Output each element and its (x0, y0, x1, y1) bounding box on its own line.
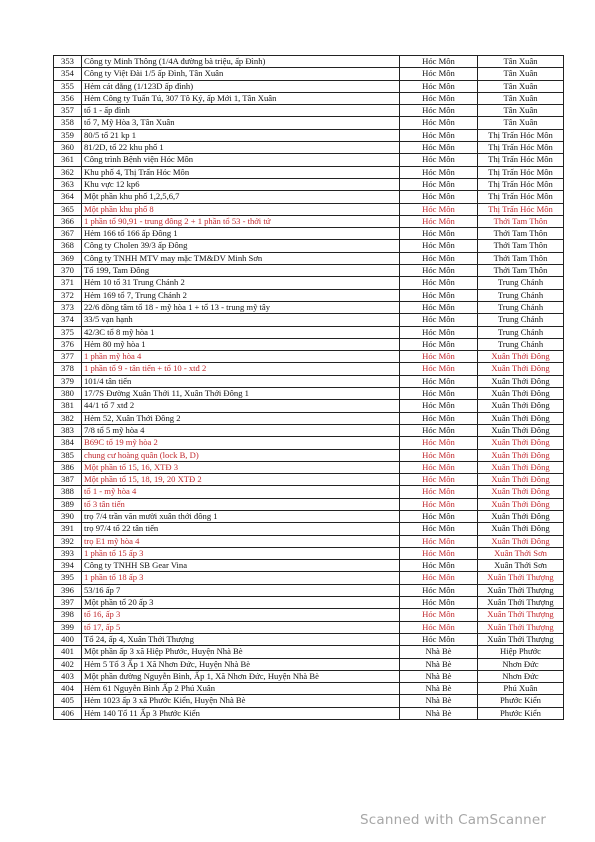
ward-cell: Tân Xuân (478, 80, 564, 92)
ward-cell: Thới Tam Thôn (478, 228, 564, 240)
row-number-cell: 403 (54, 670, 82, 682)
address-cell: Hẻm 5 Tổ 3 Ấp 1 Xã Nhơn Đức, Huyện Nhà Bè (82, 658, 400, 670)
row-number-cell: 368 (54, 240, 82, 252)
ward-cell: Tân Xuân (478, 68, 564, 80)
district-cell: Hóc Môn (400, 351, 478, 363)
table-row (54, 92, 564, 104)
table-row (54, 572, 564, 584)
address-cell: Công ty Cholen 39/3 ấp Đông (82, 240, 400, 252)
row-number-cell: 362 (54, 166, 82, 178)
address-cell: Hẻm 10 tổ 31 Trung Chánh 2 (82, 277, 400, 289)
table-row (54, 142, 564, 154)
table-row (54, 437, 564, 449)
ward-cell: Xuân Thới Thượng (478, 621, 564, 633)
ward-cell: Thị Trấn Hóc Môn (478, 154, 564, 166)
table-row (54, 633, 564, 645)
address-cell: 7/8 tổ 5 mỹ hòa 4 (82, 424, 400, 436)
address-cell: Một phần khu phố 8 (82, 203, 400, 215)
ward-cell: Thới Tam Thôn (478, 215, 564, 227)
table-row (54, 547, 564, 559)
address-cell: 101/4 tân tiến (82, 375, 400, 387)
district-cell: Hóc Môn (400, 609, 478, 621)
row-number-cell: 388 (54, 486, 82, 498)
row-number-cell: 390 (54, 510, 82, 522)
ward-cell: Xuân Thới Đông (478, 449, 564, 461)
row-number-cell: 367 (54, 228, 82, 240)
ward-cell: Thị Trấn Hóc Môn (478, 129, 564, 141)
ward-cell: Xuân Thới Đông (478, 424, 564, 436)
row-number-cell: 399 (54, 621, 82, 633)
district-cell: Hóc Môn (400, 105, 478, 117)
district-cell: Hóc Môn (400, 621, 478, 633)
district-cell: Hóc Môn (400, 277, 478, 289)
table-row (54, 474, 564, 486)
district-cell: Nhà Bè (400, 646, 478, 658)
row-number-cell: 405 (54, 695, 82, 707)
district-cell: Hóc Môn (400, 68, 478, 80)
row-number-cell: 379 (54, 375, 82, 387)
district-cell: Nhà Bè (400, 683, 478, 695)
ward-cell: Xuân Thới Sơn (478, 547, 564, 559)
district-cell: Nhà Bè (400, 707, 478, 719)
district-cell: Hóc Môn (400, 240, 478, 252)
table-row (54, 683, 564, 695)
district-cell: Hóc Môn (400, 572, 478, 584)
district-cell: Hóc Môn (400, 388, 478, 400)
ward-cell: Xuân Thới Đông (478, 400, 564, 412)
ward-cell: Xuân Thới Thượng (478, 584, 564, 596)
ward-cell: Thị Trấn Hóc Môn (478, 203, 564, 215)
ward-cell: Thị Trấn Hóc Môn (478, 178, 564, 190)
ward-cell: Xuân Thới Đông (478, 412, 564, 424)
district-cell: Nhà Bè (400, 695, 478, 707)
row-number-cell: 401 (54, 646, 82, 658)
row-number-cell: 395 (54, 572, 82, 584)
address-cell: Công ty Việt Đài 1/5 ấp Đình, Tân Xuân (82, 68, 400, 80)
scanner-watermark: Scanned with CamScanner (360, 812, 547, 828)
row-number-cell: 360 (54, 142, 82, 154)
table-row (54, 326, 564, 338)
district-cell: Hóc Môn (400, 191, 478, 203)
row-number-cell: 365 (54, 203, 82, 215)
district-cell: Hóc Môn (400, 547, 478, 559)
district-cell: Hóc Môn (400, 498, 478, 510)
address-cell: 1 phần mỹ hòa 4 (82, 351, 400, 363)
table-row (54, 597, 564, 609)
address-cell: 1 phần tổ 18 ấp 3 (82, 572, 400, 584)
address-cell: Một phần đường Nguyễn Bình, Ấp 1, Xã Nhơn Đức, Huyện Nhà Bè (82, 670, 400, 682)
row-number-cell: 392 (54, 535, 82, 547)
district-cell: Hóc Môn (400, 228, 478, 240)
address-cell: 1 phần tổ 90,91 - trung đông 2 + 1 phần tổ 53 - thới tứ (82, 215, 400, 227)
address-cell: 44/1 tổ 7 xtđ 2 (82, 400, 400, 412)
ward-cell: Hiệp Phước (478, 646, 564, 658)
table-row (54, 535, 564, 547)
row-number-cell: 396 (54, 584, 82, 596)
district-cell: Hóc Môn (400, 326, 478, 338)
district-cell: Hóc Môn (400, 289, 478, 301)
row-number-cell: 393 (54, 547, 82, 559)
ward-cell: Tân Xuân (478, 92, 564, 104)
address-cell: Hẻm 166 tổ 166 ấp Đông 1 (82, 228, 400, 240)
address-cell: trọ 7/4 trần văn mười xuân thới đông 1 (82, 510, 400, 522)
address-cell: Công ty Minh Thông (1/4A đường bà triệu, ấp Đình) (82, 56, 400, 68)
table-row (54, 68, 564, 80)
district-cell: Hóc Môn (400, 129, 478, 141)
address-cell: Hẻm 61 Nguyễn Bình Ấp 2 Phú Xuân (82, 683, 400, 695)
district-cell: Hóc Môn (400, 597, 478, 609)
address-cell: Một phần ấp 3 xã Hiệp Phước, Huyện Nhà Bè (82, 646, 400, 658)
ward-cell: Xuân Thới Đông (478, 535, 564, 547)
address-cell: 81/2D, tổ 22 khu phố 1 (82, 142, 400, 154)
address-cell: Một phần khu phố 1,2,5,6,7 (82, 191, 400, 203)
address-cell: Hẻm cát đằng (1/123D ấp đình) (82, 80, 400, 92)
ward-cell: Phước Kiển (478, 707, 564, 719)
row-number-cell: 371 (54, 277, 82, 289)
district-cell: Hóc Môn (400, 449, 478, 461)
row-number-cell: 366 (54, 215, 82, 227)
district-cell: Hóc Môn (400, 338, 478, 350)
address-cell: Tổ 24, ấp 4, Xuân Thới Thượng (82, 633, 400, 645)
ward-cell: Xuân Thới Đông (478, 437, 564, 449)
table-row (54, 695, 564, 707)
ward-cell: Trung Chánh (478, 301, 564, 313)
address-cell: tổ 3 tân tiến (82, 498, 400, 510)
address-cell: tổ 17, ấp 5 (82, 621, 400, 633)
district-cell: Hóc Môn (400, 523, 478, 535)
address-cell: Tổ 199, Tam Đông (82, 265, 400, 277)
address-cell: Công ty TNHH MTV may mặc TM&DV Minh Sơn (82, 252, 400, 264)
address-table-body (54, 56, 564, 720)
table-row (54, 265, 564, 277)
address-cell: trọ 97/4 tổ 22 tân tiến (82, 523, 400, 535)
row-number-cell: 378 (54, 363, 82, 375)
ward-cell: Tân Xuân (478, 105, 564, 117)
ward-cell: Trung Chánh (478, 338, 564, 350)
row-number-cell: 391 (54, 523, 82, 535)
row-number-cell: 386 (54, 461, 82, 473)
table-row (54, 461, 564, 473)
ward-cell: Xuân Thới Đông (478, 498, 564, 510)
district-cell: Hóc Môn (400, 400, 478, 412)
ward-cell: Trung Chánh (478, 289, 564, 301)
address-cell: Một phần tổ 15, 18, 19, 20 XTĐ 2 (82, 474, 400, 486)
address-cell: 17/7S Đường Xuân Thới 11, Xuân Thới Đông 1 (82, 388, 400, 400)
row-number-cell: 385 (54, 449, 82, 461)
table-row (54, 191, 564, 203)
table-row (54, 301, 564, 313)
row-number-cell: 372 (54, 289, 82, 301)
table-row (54, 670, 564, 682)
ward-cell: Xuân Thới Đông (478, 474, 564, 486)
row-number-cell: 389 (54, 498, 82, 510)
row-number-cell: 397 (54, 597, 82, 609)
table-row (54, 314, 564, 326)
table-row (54, 424, 564, 436)
ward-cell: Trung Chánh (478, 326, 564, 338)
table-row (54, 117, 564, 129)
row-number-cell: 355 (54, 80, 82, 92)
address-cell: Hẻm 169 tổ 7, Trung Chánh 2 (82, 289, 400, 301)
district-cell: Hóc Môn (400, 92, 478, 104)
table-row (54, 351, 564, 363)
row-number-cell: 358 (54, 117, 82, 129)
address-cell: 1 phần tổ 15 ấp 3 (82, 547, 400, 559)
district-cell: Hóc Môn (400, 314, 478, 326)
row-number-cell: 357 (54, 105, 82, 117)
row-number-cell: 354 (54, 68, 82, 80)
ward-cell: Thị Trấn Hóc Môn (478, 166, 564, 178)
table-row (54, 621, 564, 633)
address-table (53, 55, 564, 720)
district-cell: Hóc Môn (400, 80, 478, 92)
address-cell: Hẻm 80 mỹ hòa 1 (82, 338, 400, 350)
row-number-cell: 364 (54, 191, 82, 203)
row-number-cell: 353 (54, 56, 82, 68)
row-number-cell: 373 (54, 301, 82, 313)
district-cell: Hóc Môn (400, 142, 478, 154)
address-cell: tổ 1 - mỹ hòa 4 (82, 486, 400, 498)
ward-cell: Xuân Thới Đông (478, 351, 564, 363)
ward-cell: Thị Trấn Hóc Môn (478, 191, 564, 203)
table-row (54, 105, 564, 117)
table-row (54, 338, 564, 350)
district-cell: Hóc Môn (400, 461, 478, 473)
row-number-cell: 402 (54, 658, 82, 670)
district-cell: Hóc Môn (400, 166, 478, 178)
ward-cell: Trung Chánh (478, 277, 564, 289)
address-cell: Hẻm Công ty Tuấn Tú, 307 Tô Ký, ấp Mới 1, Tân Xuân (82, 92, 400, 104)
row-number-cell: 376 (54, 338, 82, 350)
address-cell: Công trình Bệnh viện Hóc Môn (82, 154, 400, 166)
district-cell: Hóc Môn (400, 154, 478, 166)
row-number-cell: 380 (54, 388, 82, 400)
district-cell: Hóc Môn (400, 117, 478, 129)
ward-cell: Thới Tam Thôn (478, 252, 564, 264)
district-cell: Hóc Môn (400, 203, 478, 215)
ward-cell: Tân Xuân (478, 56, 564, 68)
ward-cell: Thới Tam Thôn (478, 240, 564, 252)
district-cell: Hóc Môn (400, 56, 478, 68)
table-row (54, 498, 564, 510)
row-number-cell: 369 (54, 252, 82, 264)
address-cell: Khu phố 4, Thị Trấn Hóc Môn (82, 166, 400, 178)
address-cell: Hẻm 52, Xuân Thới Đông 2 (82, 412, 400, 424)
district-cell: Hóc Môn (400, 363, 478, 375)
ward-cell: Nhơn Đức (478, 658, 564, 670)
district-cell: Hóc Môn (400, 252, 478, 264)
ward-cell: Xuân Thới Thượng (478, 633, 564, 645)
district-cell: Hóc Môn (400, 437, 478, 449)
row-number-cell: 394 (54, 560, 82, 572)
district-cell: Hóc Môn (400, 486, 478, 498)
ward-cell: Xuân Thới Đông (478, 375, 564, 387)
district-cell: Hóc Môn (400, 633, 478, 645)
row-number-cell: 382 (54, 412, 82, 424)
address-cell: chung cư hoàng quân (lock B, D) (82, 449, 400, 461)
table-row (54, 584, 564, 596)
address-cell: trọ E1 mỹ hòa 4 (82, 535, 400, 547)
row-number-cell: 374 (54, 314, 82, 326)
address-cell: 33/5 vạn hạnh (82, 314, 400, 326)
district-cell: Hóc Môn (400, 584, 478, 596)
ward-cell: Xuân Thới Đông (478, 510, 564, 522)
ward-cell: Nhơn Đức (478, 670, 564, 682)
row-number-cell: 404 (54, 683, 82, 695)
table-row (54, 154, 564, 166)
ward-cell: Thị Trấn Hóc Môn (478, 142, 564, 154)
row-number-cell: 363 (54, 178, 82, 190)
address-cell: Công ty TNHH SB Gear Vina (82, 560, 400, 572)
district-cell: Nhà Bè (400, 658, 478, 670)
table-row (54, 363, 564, 375)
row-number-cell: 381 (54, 400, 82, 412)
ward-cell: Xuân Thới Thượng (478, 572, 564, 584)
table-row (54, 203, 564, 215)
table-row (54, 449, 564, 461)
address-cell: tổ 16, ấp 3 (82, 609, 400, 621)
row-number-cell: 406 (54, 707, 82, 719)
table-row (54, 707, 564, 719)
row-number-cell: 387 (54, 474, 82, 486)
district-cell: Hóc Môn (400, 301, 478, 313)
district-cell: Hóc Môn (400, 265, 478, 277)
table-row (54, 412, 564, 424)
row-number-cell: 370 (54, 265, 82, 277)
ward-cell: Thới Tam Thôn (478, 265, 564, 277)
row-number-cell: 356 (54, 92, 82, 104)
row-number-cell: 359 (54, 129, 82, 141)
district-cell: Nhà Bè (400, 670, 478, 682)
ward-cell: Xuân Thới Đông (478, 523, 564, 535)
ward-cell: Xuân Thới Đông (478, 363, 564, 375)
row-number-cell: 361 (54, 154, 82, 166)
row-number-cell: 400 (54, 633, 82, 645)
table-row (54, 609, 564, 621)
table-row (54, 400, 564, 412)
district-cell: Hóc Môn (400, 178, 478, 190)
table-row (54, 658, 564, 670)
ward-cell: Phước Kiển (478, 695, 564, 707)
ward-cell: Xuân Thới Sơn (478, 560, 564, 572)
address-cell: 22/6 đồng tâm tổ 18 - mỹ hòa 1 + tổ 13 - trung mỹ tây (82, 301, 400, 313)
address-cell: tổ 1 - ấp đình (82, 105, 400, 117)
district-cell: Hóc Môn (400, 510, 478, 522)
address-cell: Hẻm 1023 ấp 3 xã Phước Kiển, Huyện Nhà Bè (82, 695, 400, 707)
ward-cell: Trung Chánh (478, 314, 564, 326)
table-row (54, 646, 564, 658)
district-cell: Hóc Môn (400, 560, 478, 572)
district-cell: Hóc Môn (400, 474, 478, 486)
table-row (54, 56, 564, 68)
table-row (54, 178, 564, 190)
ward-cell: Xuân Thới Thượng (478, 609, 564, 621)
ward-cell: Xuân Thới Đông (478, 486, 564, 498)
address-cell: Hẻm 140 Tổ 11 Ấp 3 Phước Kiển (82, 707, 400, 719)
table-row (54, 228, 564, 240)
table-row (54, 80, 564, 92)
address-cell: tổ 7, Mỹ Hòa 3, Tân Xuân (82, 117, 400, 129)
ward-cell: Xuân Thới Thượng (478, 597, 564, 609)
row-number-cell: 398 (54, 609, 82, 621)
table-row (54, 252, 564, 264)
table-row (54, 215, 564, 227)
address-cell: 42/3C tổ 8 mỹ hòa 1 (82, 326, 400, 338)
district-cell: Hóc Môn (400, 375, 478, 387)
address-cell: B69C tổ 19 mỹ hòa 2 (82, 437, 400, 449)
table-row (54, 388, 564, 400)
address-cell: Một phần tổ 20 ấp 3 (82, 597, 400, 609)
district-cell: Hóc Môn (400, 412, 478, 424)
table-row (54, 510, 564, 522)
address-cell: 1 phần tổ 9 - tân tiến + tổ 10 - xtđ 2 (82, 363, 400, 375)
table-row (54, 560, 564, 572)
table-row (54, 289, 564, 301)
table-row (54, 240, 564, 252)
table-row (54, 129, 564, 141)
table-row (54, 523, 564, 535)
table-row (54, 166, 564, 178)
district-cell: Hóc Môn (400, 535, 478, 547)
table-row (54, 277, 564, 289)
row-number-cell: 375 (54, 326, 82, 338)
ward-cell: Tân Xuân (478, 117, 564, 129)
ward-cell: Xuân Thới Đông (478, 461, 564, 473)
row-number-cell: 384 (54, 437, 82, 449)
row-number-cell: 383 (54, 424, 82, 436)
row-number-cell: 377 (54, 351, 82, 363)
ward-cell: Phú Xuân (478, 683, 564, 695)
table-row (54, 486, 564, 498)
table-row (54, 375, 564, 387)
address-cell: Một phần tổ 15, 16, XTĐ 3 (82, 461, 400, 473)
district-cell: Hóc Môn (400, 424, 478, 436)
district-cell: Hóc Môn (400, 215, 478, 227)
address-cell: 53/16 ấp 7 (82, 584, 400, 596)
ward-cell: Xuân Thới Đông (478, 388, 564, 400)
address-cell: 80/5 tổ 21 kp 1 (82, 129, 400, 141)
address-cell: Khu vực 12 kp6 (82, 178, 400, 190)
